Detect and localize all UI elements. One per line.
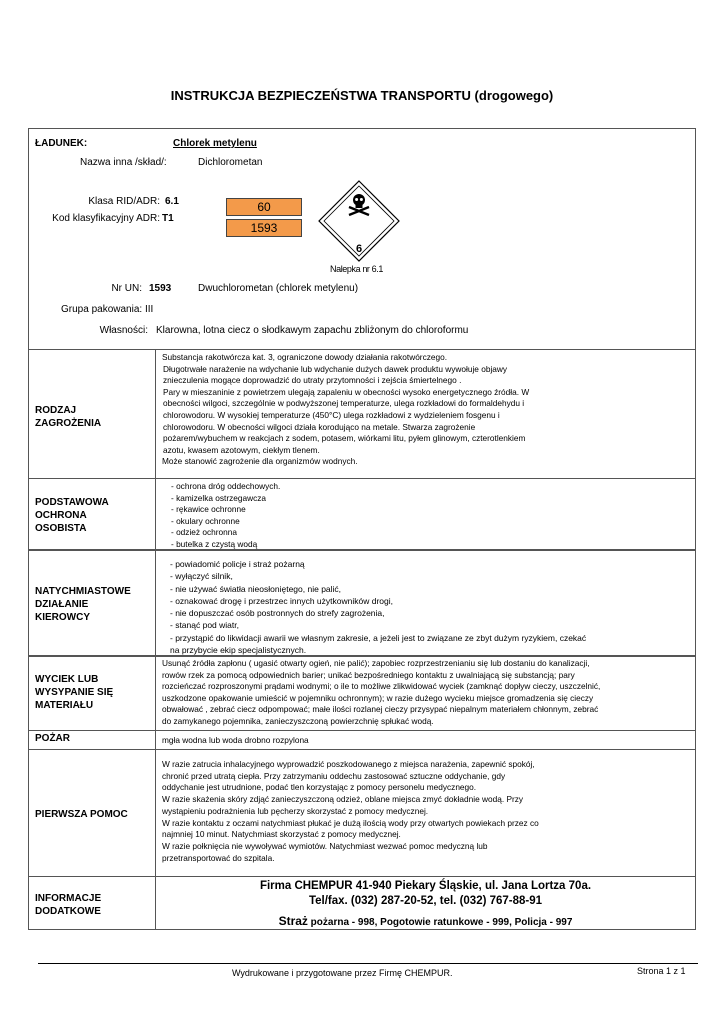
- list-item: - butelka z czystą wodą: [171, 538, 258, 549]
- footer-divider: [38, 963, 698, 964]
- first-aid-label: PIERWSZA POMOC: [35, 809, 128, 820]
- list-item: - stanąć pod wiatr,: [170, 620, 239, 631]
- divider: [28, 749, 696, 750]
- list-item: - kamizelka ostrzegawcza: [171, 492, 266, 503]
- company-phones: Tel/fax. (032) 287-20-52, tel. (032) 767-88-91: [308, 895, 543, 907]
- divider: [28, 349, 696, 350]
- diamond-class-number: 6: [355, 243, 363, 255]
- driver-list: [170, 558, 698, 656]
- list-item: na przybycie ekip specjalistycznych.: [170, 645, 307, 656]
- document-title: INSTRUKCJA BEZPIECZEŃSTWA TRANSPORTU (drogowego): [170, 88, 554, 103]
- un-label: Nr UN:: [111, 283, 142, 294]
- list-item: - odzież ochronna: [171, 527, 237, 538]
- code-value: T1: [162, 213, 174, 224]
- other-name-value: Dichlorometan: [198, 157, 263, 168]
- hazard-text: Substancja rakotwórcza kat. 3, ograniczone dowody działania rakotwórczego. Długotrwałe narażenie na wdychanie lub wdychanie dużych dawek produktu wywołuje objawy znieczulenia mogące doprowadzić do utraty przytomności i zejścia śmiertelnego . Pary w mieszaninie z powietrzem ulegają zapaleniu w obecności wysoko energetycznego źródła. W obecności wilgoci, szczególnie w podwyższonej temperaturze, ulega rozkładowi do formaldehydu i chlorowodoru. W wysokiej temperaturze (450°C) ulega rozkładowi z wydzieleniem fosgenu i chlorowodoru. W obecności wilgoci działa korodująco na metale. Stwarza zagrożenie pożarem/wybuchem w reakcjach z sodem, potasem, wiórkami litu, pyłem glinowym, czterotlenkiem azotu, kwasem azotowym, ciekłym tlenem. Może stanowić zagrożenie dla organizmów wodnych.: [162, 352, 530, 467]
- cargo-name: Chlorek metylenu: [173, 138, 257, 149]
- list-item: - okulary ochronne: [171, 515, 240, 526]
- list-item: - nie dopuszczać osób postronnych do strefy zagrożenia,: [170, 608, 385, 619]
- spill-label: WYCIEK LUB WYSYPANIE SIĘ MATERIAŁU: [35, 674, 114, 711]
- properties-label: Własności:: [99, 325, 148, 336]
- fire-label: POŻAR: [35, 733, 70, 744]
- info-label: INFORMACJE DODATKOWE: [35, 893, 102, 917]
- driver-label: NATYCHMIASTOWE DZIAŁANIE KIEROWCY: [35, 586, 131, 623]
- spill-text: Usunąć źródła zapłonu ( ugasić otwarty ogień, nie palić); zapobiec rozprzestrzenianiu się lub dostaniu do kanalizacji, rowów rzek za pomocą odpowiednich barier; unikać bezpośredniego kontaktu z uwalniającą się substancją; pary rozcieńczać rozproszonymi prądami wodnymi; o ile to możliwe zlikwidować wyciek (zamknąć dopływ cieczy, uszczelnić, uszkodzone opakowanie umieścić w pojemniku ochronnym); w razie dużego wycieku miejsce gromadzenia się cieczy obwałować , zebrać ciecz odpompować; małe ilości rozlanej cieczy przysypać niepalnym materiałem chłonnym, zebrać do zamykanego pojemnika, zanieczyszczoną powierzchnię spłukać wodą.: [162, 658, 601, 726]
- un-number-plate: 1593: [226, 219, 302, 237]
- list-item: - powiadomić policje i straż pożarną: [170, 559, 305, 569]
- fire-text: mgła wodna lub woda drobno rozpylona: [162, 735, 309, 745]
- code-label: Kod klasyfikacyjny ADR:: [52, 213, 160, 224]
- page-number: Strona 1 z 1: [637, 966, 686, 976]
- list-item: - rękawice ochronne: [171, 504, 246, 515]
- list-item: - przystąpić do likwidacji awarii we własnym zakresie, a jeżeli jest to związane ze zbyt dużym ryzykiem, czekać: [170, 632, 587, 643]
- protection-list: [171, 481, 699, 551]
- divider: [28, 876, 696, 877]
- column-divider: [155, 349, 156, 930]
- label-caption: Nalepka nr 6.1: [330, 264, 383, 274]
- other-name-label: Nazwa inna /skład/:: [80, 157, 167, 168]
- list-item: - oznakować drogę i przestrzec innych użytkowników drogi,: [170, 595, 393, 606]
- list-item: - nie używać światła nieosłoniętego, nie palić,: [170, 583, 342, 594]
- un-value: 1593: [149, 283, 172, 294]
- emergency-numbers: Straż pożarna - 998, Pogotowie ratunkowe - 999, Policja - 997: [278, 914, 573, 928]
- divider: [28, 478, 696, 479]
- hazard-label: RODZAJ ZAGROŻENIA: [35, 405, 102, 429]
- class-label: Klasa RID/ADR:: [88, 196, 160, 207]
- protection-label: PODSTAWOWA OCHRONA OSOBISTA: [35, 497, 109, 534]
- company-address: Firma CHEMPUR 41-940 Piekary Śląskie, ul. Jana Lortza 70a.: [259, 880, 592, 892]
- toxic-diamond-label: [318, 180, 400, 262]
- cargo-label: ŁADUNEK:: [35, 138, 88, 149]
- properties-value: Klarowna, lotna ciecz o słodkawym zapachu zbliżonym do chloroformu: [156, 325, 469, 336]
- packing-group: Grupa pakowania: III: [61, 304, 154, 315]
- divider: [28, 730, 696, 731]
- footer-printed-by: Wydrukowane i przygotowane przez Firmę CHEMPUR.: [232, 968, 453, 978]
- class-value: 6.1: [165, 196, 179, 207]
- list-item: - wyłączyć silnik,: [170, 571, 233, 582]
- hazard-number-plate: 60: [226, 198, 302, 216]
- list-item: - ochrona dróg oddechowych.: [171, 481, 281, 491]
- first-aid-text: W razie zatrucia inhalacyjnego wyprowadzić poszkodowanego z miejsca narażenia, zapewnić spokój, chronić przed utratą ciepła. Przy zatrzymaniu oddechu zastosować sztuczne oddychanie, gdy oddychanie jest utrudnione, podać tlen korzystając z pomocy personelu medycznego. W razie skażenia skóry zdjąć zanieczyszczoną odzież, oblane miejsca zmyć dokładnie wodą. Przy wystąpieniu podrażnienia lub pęcherzy skorzystać z pomocy medycznej. W razie kontaktu z oczami natychmiast płukać je dużą ilością wody przy otwartych powiekach przez co najmniej 10 minut. Natychmiast skorzystać z pomocy medycznej. W razie połknięcia nie wywoływać wymiotów. Natychmiast wezwać pomoc medyczną lub przetransportować do szpitala.: [162, 759, 539, 863]
- un-description: Dwuchlorometan (chlorek metylenu): [198, 283, 359, 294]
